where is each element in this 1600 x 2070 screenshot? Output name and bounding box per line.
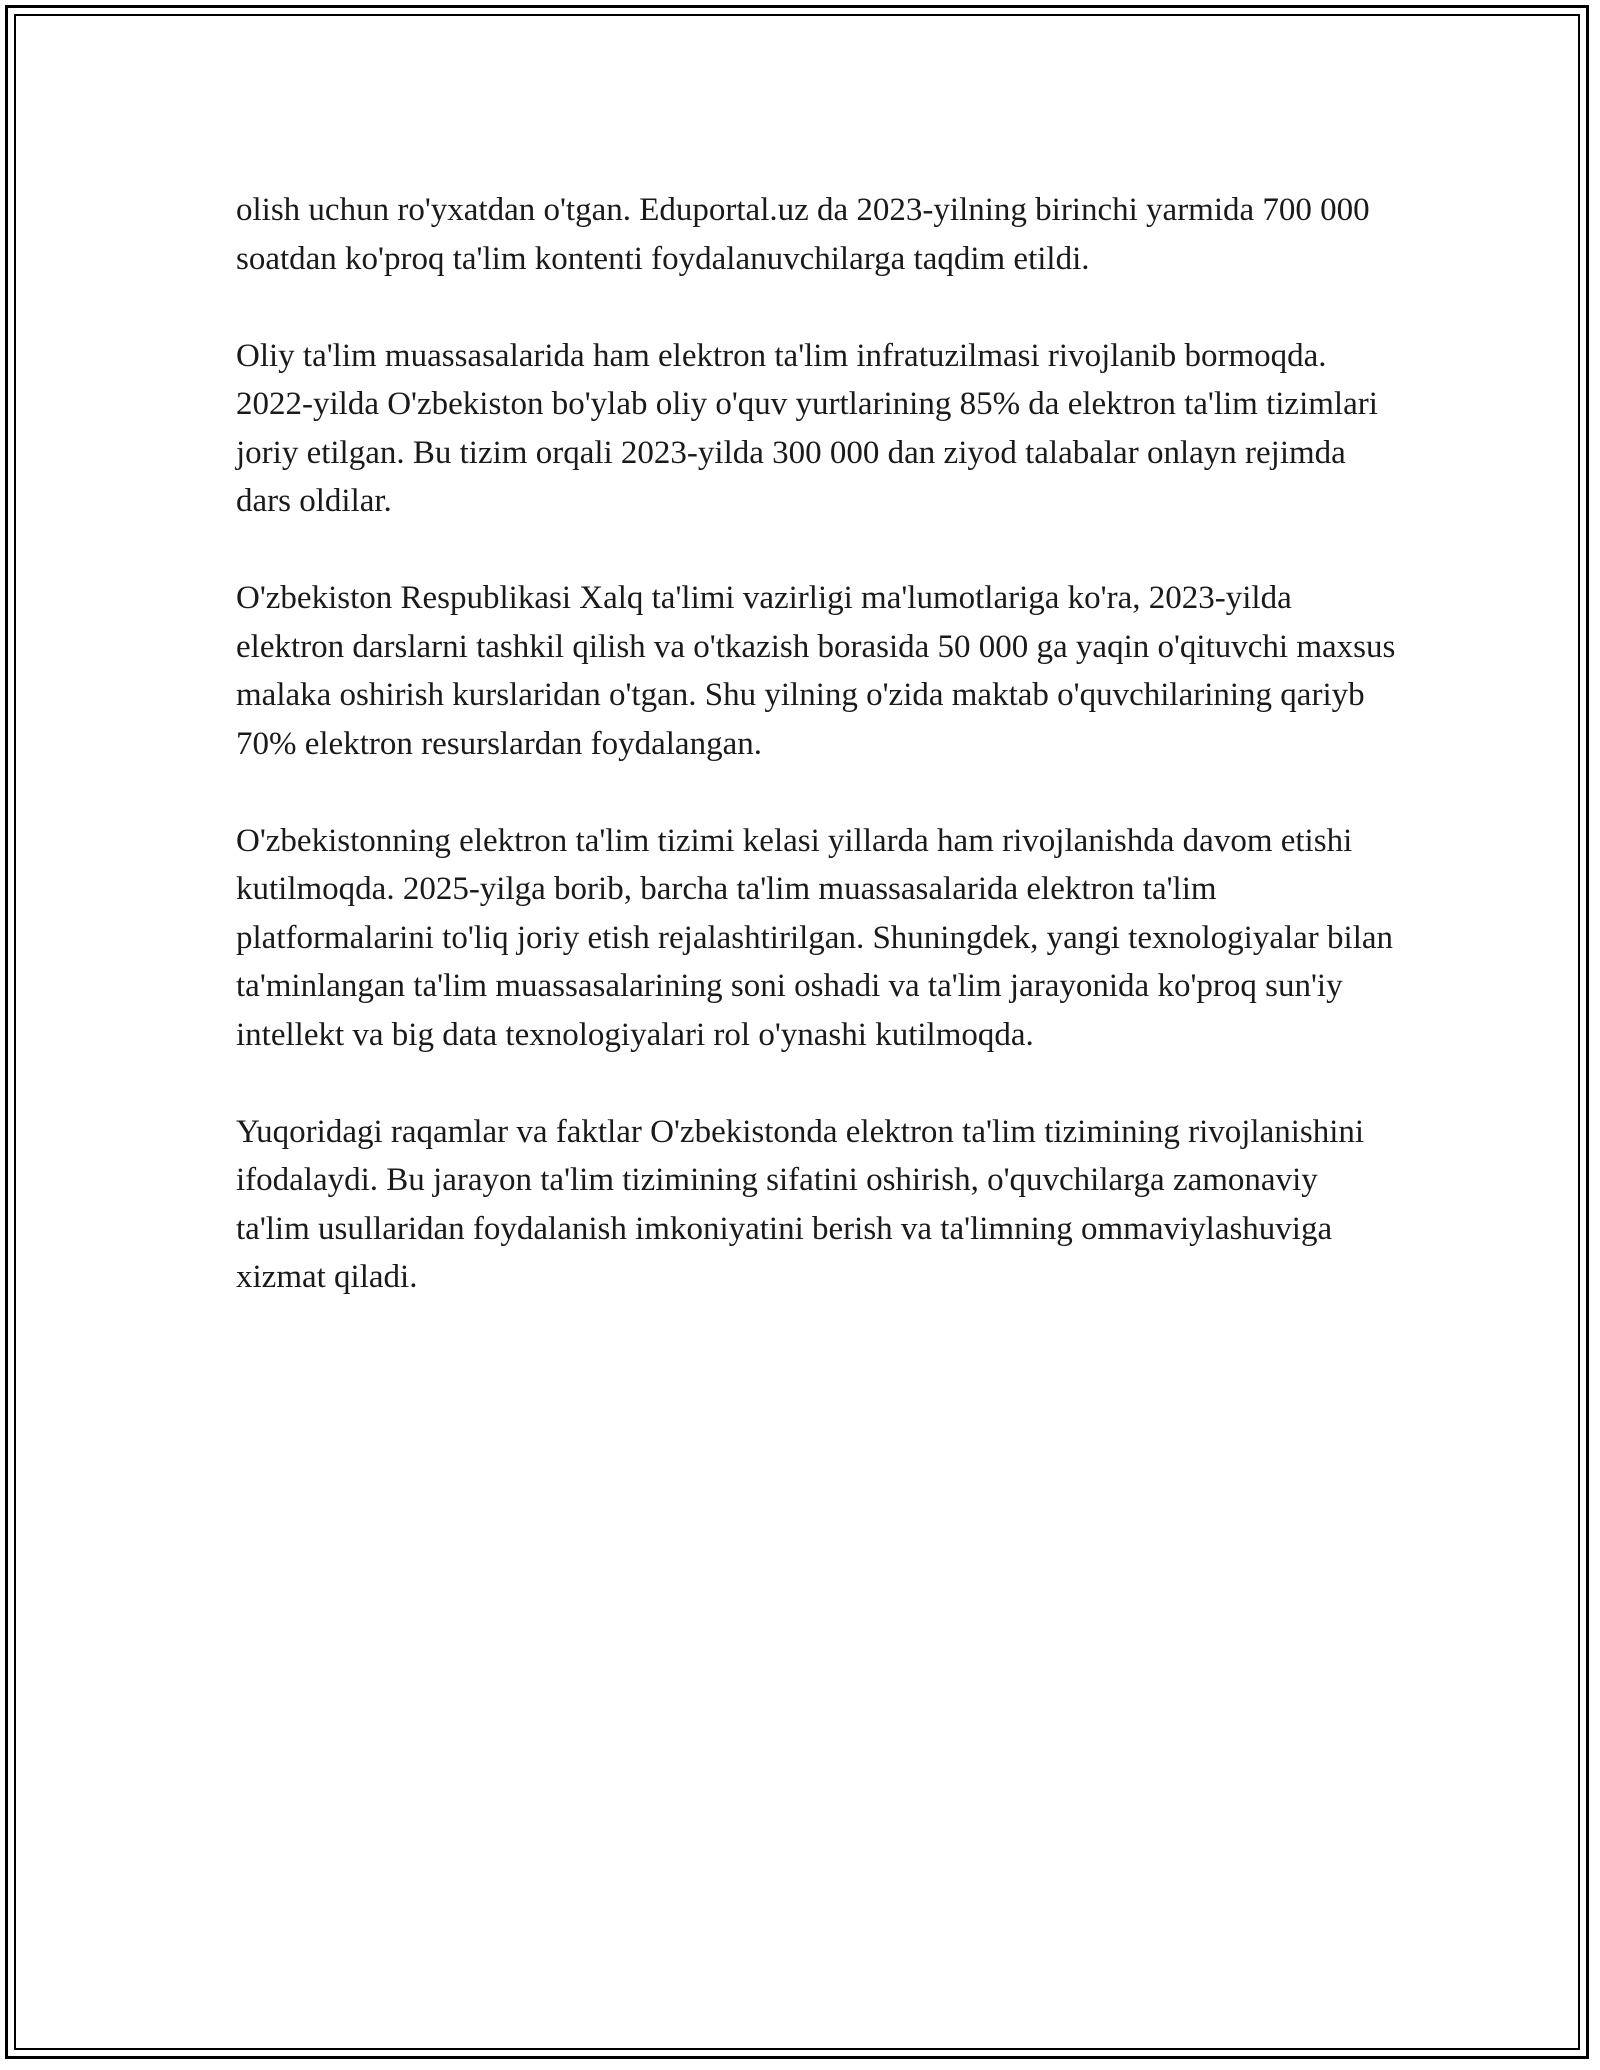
paragraph-1: olish uchun ro'yxatdan o'tgan. Eduportal.uz da 2023-yilning birinchi yarmida 700 000 soatdan ko'proq ta'lim kontenti foydalanuvchilarga taqdim etildi. — [236, 192, 1370, 277]
paragraph-4: O'zbekistonning elektron ta'lim tizimi kelasi yillarda ham rivojlanishda davom etishi kutilmoqda. 2025-yilga borib, barcha ta'lim muassasalarida elektron ta'lim platformalarini to'liq joriy etish rejalashtirilgan. Shuningdek, yangi texnologiyalar bilan ta'minlangan ta'lim muassasalarining soni oshadi va ta'lim jarayonida ko'proq sun'iy intellekt va big data texnologiyalari rol o'ynashi kutilmoqda. — [236, 822, 1394, 1053]
paragraph-5: Yuqoridagi raqamlar va faktlar O'zbekistonda elektron ta'lim tizimining rivojlanishini ifodalaydi. Bu jarayon ta'lim tizimining sifatini oshirish, o'quvchilarga zamonaviy ta'lim usullaridan foydalanish imkoniyatini berish va ta'limning ommaviylashuviga xizmat qiladi. — [236, 1113, 1365, 1295]
document-body — [236, 186, 1396, 1350]
paragraph-3: O'zbekiston Respublikasi Xalq ta'limi vazirligi ma'lumotlariga ko'ra, 2023-yilda elektron darslarni tashkil qilish va o'tkazish borasida 50 000 ga yaqin o'qituvchi maxsus malaka oshirish kurslaridan o'tgan. Shu yilning o'zida maktab o'quvchilarining qariyb 70% elektron resurslardan foydalangan. — [236, 580, 1396, 762]
paragraph-2: Oliy ta'lim muassasalarida ham elektron ta'lim infratuzilmasi rivojlanib bormoqda. 2022-yilda O'zbekiston bo'ylab oliy o'quv yurtlarining 85% da elektron ta'lim tizimlari joriy etilgan. Bu tizim orqali 2023-yilda 300 000 dan ziyod talabalar onlayn rejimda dars oldilar. — [236, 337, 1378, 519]
